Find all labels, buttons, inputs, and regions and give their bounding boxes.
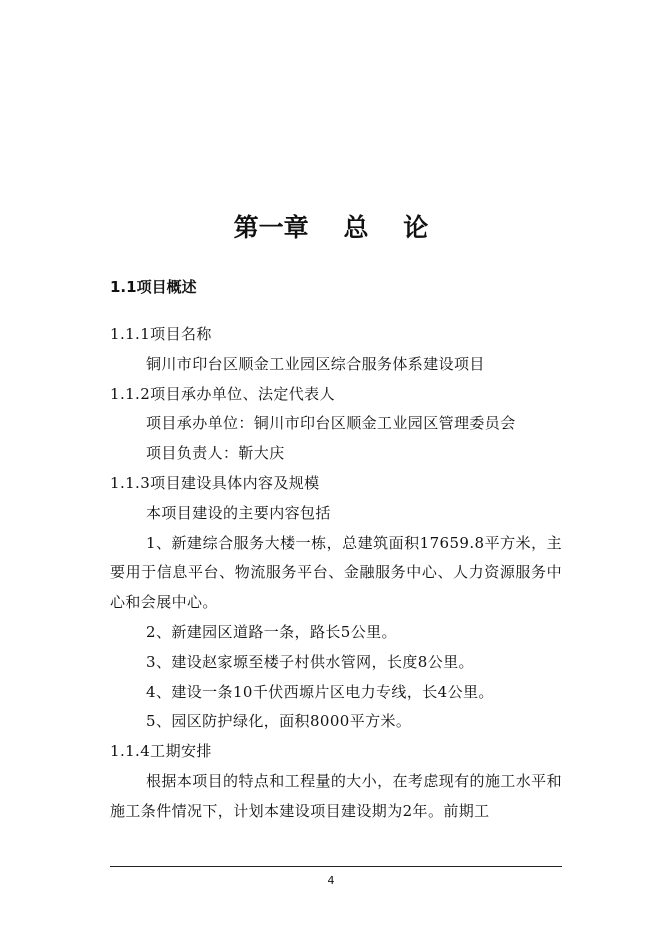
page-number: 4 [327, 874, 335, 887]
subsection-title-project-name: 1.1.1项目名称 [110, 325, 212, 343]
section-body [110, 320, 562, 827]
project-lead-text: 项目负责人：靳大庆 [146, 444, 285, 463]
scope-item-1: 1、新建综合服务大楼一栋，总建筑面积17659.8平方米，主要用于信息平台、物流服务平台、金融服务中心、人力资源服务中心和会展中心。 [110, 533, 562, 612]
section-heading: 1.1项目概述 [110, 278, 197, 296]
subsection-title-organizer: 1.1.2项目承办单位、法定代表人 [110, 384, 335, 403]
project-name-text: 铜川市印台区顺金工业园区综合服务体系建设项目 [146, 354, 485, 373]
subsection-title-scope: 1.1.3项目建设具体内容及规模 [110, 473, 320, 492]
scope-item-2: 2、新建园区道路一条，路长5公里。 [146, 622, 397, 641]
scope-item-4: 4、建设一条10千伏西塬片区电力专线，长4公里。 [146, 682, 494, 701]
scope-item-3: 3、建设赵家塬至楼子村供水管网，长度8公里。 [146, 652, 474, 671]
organizer-unit-text: 项目承办单位：铜川市印台区顺金工业园区管理委员会 [146, 414, 516, 433]
chapter-title: 第一章 总 论 [233, 213, 429, 242]
footer-divider [110, 866, 562, 867]
scope-item-5: 5、园区防护绿化，面积8000平方米。 [146, 712, 412, 731]
subsection-title-schedule: 1.1.4工期安排 [110, 742, 212, 761]
schedule-paragraph: 根据本项目的特点和工程量的大小，在考虑现有的施工水平和施工条件情况下，计划本建设项目建设期为2年。前期工 [110, 771, 562, 820]
scope-intro-text: 本项目建设的主要内容包括 [146, 503, 331, 522]
